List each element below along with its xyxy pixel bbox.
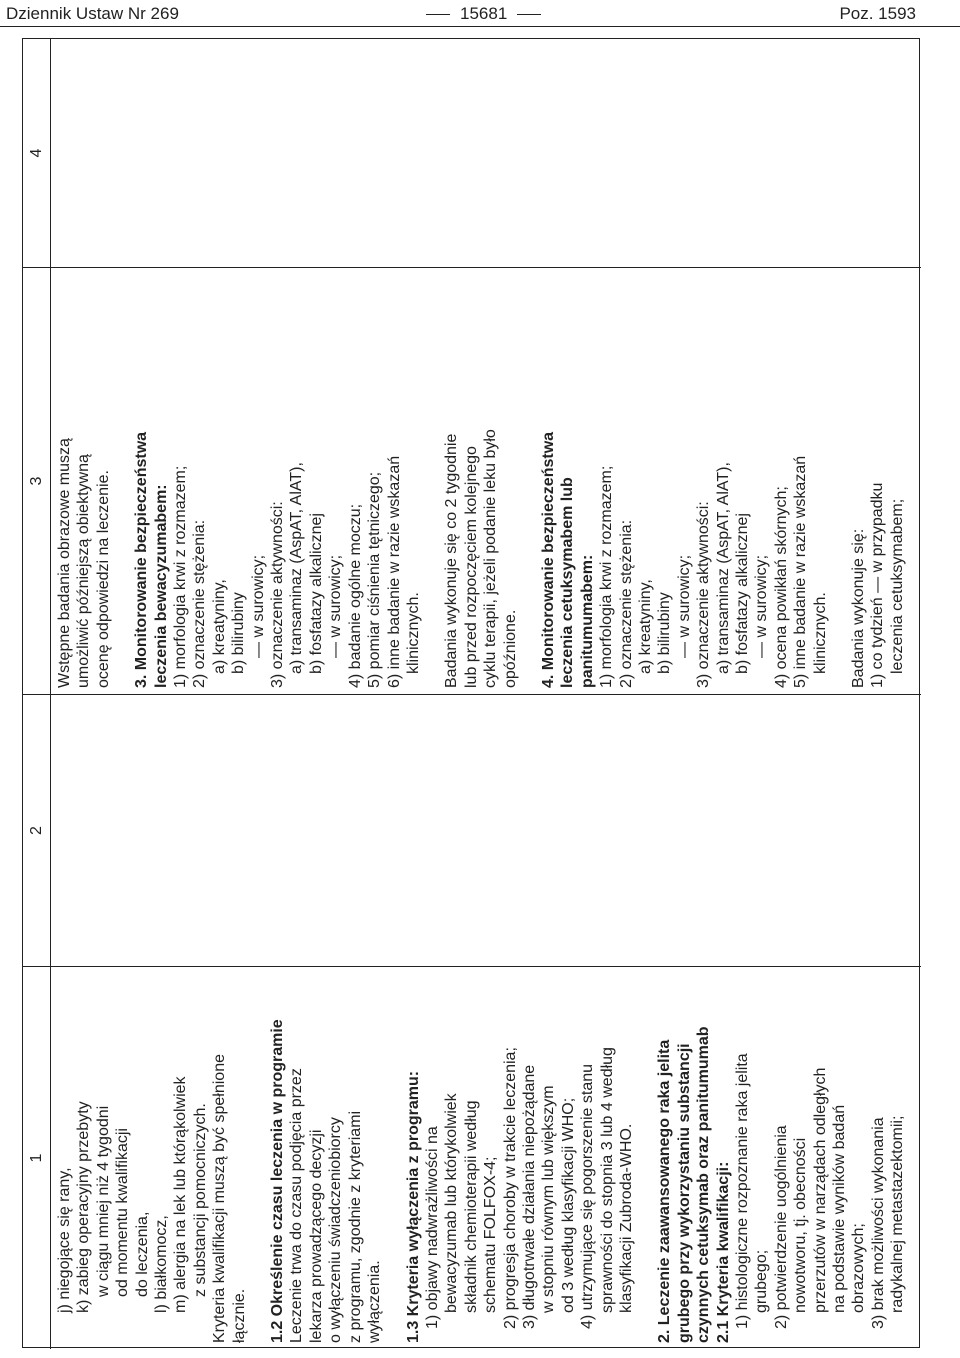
text-line: 1) co tydzień — w przypadku — [869, 482, 887, 688]
text-line: klinicznych. — [404, 592, 422, 674]
text-line: 3) oznaczenie aktywności: — [269, 501, 287, 688]
text-line: o wyłączeniu świadczeniobiorcy — [327, 1117, 345, 1343]
column-3-text — [55, 274, 907, 688]
text-line: 4) utrzymujące się pogorszenie stanu — [579, 1063, 597, 1329]
text-line: obrazowych; — [850, 1223, 868, 1313]
text-line: a) transaminaz (AspAT, AlAT), — [714, 462, 732, 674]
column-header-1: 1 — [23, 966, 51, 1349]
text-line: b) bilirubiny — [656, 592, 674, 674]
text-line: lub przed rozpoczęciem kolejnego — [462, 446, 480, 688]
text-line: klinicznych. — [811, 592, 829, 674]
text-line: b) fosfatazy alkalicznej — [307, 513, 325, 674]
text-line: w stopniu równym lub większym — [540, 1085, 558, 1313]
text-line: ocenę odpowiedzi na leczenie. — [94, 470, 112, 688]
text-line: w ciągu mniej niż 4 tygodni — [94, 1105, 112, 1297]
text-line: bewacyzumab lub którykolwiek — [443, 1093, 461, 1313]
column-header-3: 3 — [23, 267, 51, 694]
text-line: od momentu kwalifikacji — [114, 1128, 132, 1297]
text-line — [520, 274, 539, 688]
text-line: k) zabieg operacyjny przebyty — [75, 1101, 93, 1313]
column-4 — [51, 39, 921, 267]
text-line: leczenia cetuksymabem lub — [559, 477, 577, 688]
text-line: Kryteria kwalifikacji muszą być spełnione — [211, 1054, 229, 1343]
header-divider — [0, 26, 960, 27]
text-line — [423, 274, 442, 688]
text-line: — w surowicy; — [249, 554, 267, 658]
text-line: do leczenia, — [133, 1211, 151, 1297]
text-line: leczenia bewacyzumabem: — [152, 484, 170, 688]
text-line: leczenia cetuksymabem; — [888, 498, 906, 674]
text-line: grubego przy wykorzystaniu substancji — [675, 1043, 693, 1343]
text-line — [830, 274, 849, 688]
text-line: Wstępne badania obrazowe muszą — [56, 438, 73, 688]
text-line: 3. Monitorowanie bezpieczeństwa — [133, 431, 151, 688]
text-line: 1) morfologia krwi z rozmazem; — [172, 465, 190, 688]
text-line: b) bilirubiny — [230, 592, 248, 674]
text-line: 1) objawy nadwrażliwości na — [423, 1126, 441, 1329]
column-1-text — [55, 973, 908, 1343]
text-line: l) białkomocz, — [153, 1215, 171, 1313]
text-line: — w surowicy; — [327, 554, 345, 658]
text-line: cyklu terapii, jeżeli podanie leku było — [482, 429, 500, 688]
text-line — [249, 973, 268, 1343]
text-line: — w surowicy; — [753, 554, 771, 658]
text-line: radykalnej metastazektomii; — [889, 1115, 907, 1313]
text-line: 1.3 Kryteria wyłączenia z programu: — [404, 1070, 422, 1343]
text-line: przerzutów w narządach odległych — [811, 1067, 829, 1313]
text-line: 1.2 Określenie czasu leczenia w programie — [269, 1019, 287, 1343]
text-line: — w surowicy; — [675, 554, 693, 658]
table-content — [23, 39, 921, 1349]
text-line: a) kreatyniny, — [636, 579, 654, 674]
column-3 — [51, 267, 921, 694]
text-line: 4. Monitorowanie bezpieczeństwa — [539, 431, 557, 688]
text-line: nowotworu, tj. obecności — [792, 1137, 810, 1313]
text-line: m) alergia na lek lub którąkolwiek — [172, 1076, 190, 1313]
text-line: z substancji pomocniczych. — [191, 1103, 209, 1297]
text-line: 3) brak możliwości wykonania — [869, 1117, 887, 1329]
text-line: na podstawie wyników badań — [831, 1104, 849, 1313]
text-line: 2) progresja choroby w trakcie leczenia; — [501, 1047, 519, 1329]
text-line: panitumumabem: — [578, 554, 596, 688]
column-header-4: 4 — [23, 39, 51, 267]
text-line: z programu, zgodnie z kryteriami — [346, 1110, 364, 1343]
text-line: 1) morfologia krwi z rozmazem; — [598, 465, 616, 688]
text-line: łącznie. — [230, 1288, 248, 1343]
text-line: Leczenie trwa do czasu podjęcia przez — [288, 1068, 306, 1343]
column-1 — [51, 966, 921, 1349]
text-line: opóźnione. — [501, 609, 519, 688]
text-line: 3) długotrwałe działania niepożądane — [520, 1064, 538, 1329]
column-2 — [51, 694, 921, 966]
text-line: 5) inne badanie w razie wskazań — [792, 455, 810, 688]
text-line: b) fosfatazy alkalicznej — [734, 513, 751, 674]
text-line: 5) pomiar ciśnienia tętniczego; — [366, 471, 384, 688]
text-line: 1) histologiczne rozpoznanie raka jelita — [734, 1053, 751, 1329]
text-line: klasyfikacji Zubroda-WHO. — [617, 1123, 635, 1313]
text-line: 2) oznaczenie stężenia: — [191, 519, 209, 688]
text-line: a) transaminaz (AspAT, AlAT), — [288, 462, 306, 674]
text-line: 4) badanie ogólne moczu; — [346, 503, 364, 688]
text-line: od 3 według klasyfikacji WHO; — [559, 1097, 577, 1313]
text-line: czynnych cetuksymab oraz panitumumab — [695, 1026, 713, 1343]
text-line: 2.1 Kryteria kwalifikacji: — [714, 1161, 732, 1343]
column-header-2: 2 — [23, 694, 51, 966]
text-line: Badania wykonuje się: — [850, 528, 868, 688]
page-number: 15681 — [426, 4, 541, 24]
text-line: 6) inne badanie w razie wskazań — [385, 455, 403, 688]
text-line: 4) ocena powikłań skórnych; — [772, 486, 790, 688]
journal-title: Dziennik Ustaw Nr 269 — [6, 4, 179, 23]
text-line: 2) oznaczenie stężenia: — [617, 519, 635, 688]
text-line: sprawności do stopnia 3 lub 4 według — [598, 1047, 616, 1313]
text-line: Badania wykonuje się co 2 tygodnie — [443, 433, 461, 688]
text-line: 2. Leczenie zaawansowanego raka jelita — [656, 1039, 674, 1343]
text-line: składnik chemioterapii według — [462, 1100, 480, 1313]
text-line: 3) oznaczenie aktywności: — [695, 501, 713, 688]
text-line — [113, 274, 132, 688]
text-line — [636, 973, 655, 1343]
text-line: umożliwić późniejszą obiektywną — [75, 454, 93, 688]
text-line — [385, 973, 404, 1343]
text-line: wyłączenia. — [366, 1260, 384, 1343]
text-line: 2) potwierdzenie uogólnienia — [772, 1125, 790, 1329]
position-number: Poz. 1593 — [839, 4, 916, 23]
text-line: j) niegojące się rany, — [56, 1167, 73, 1313]
rotated-table — [22, 38, 920, 1348]
text-line: grubego; — [753, 1249, 771, 1313]
text-line: schematu FOLFOX-4; — [482, 1156, 500, 1313]
text-line: lekarza prowadzącego decyzji — [307, 1129, 325, 1343]
text-line: a) kreatyniny, — [210, 579, 228, 674]
